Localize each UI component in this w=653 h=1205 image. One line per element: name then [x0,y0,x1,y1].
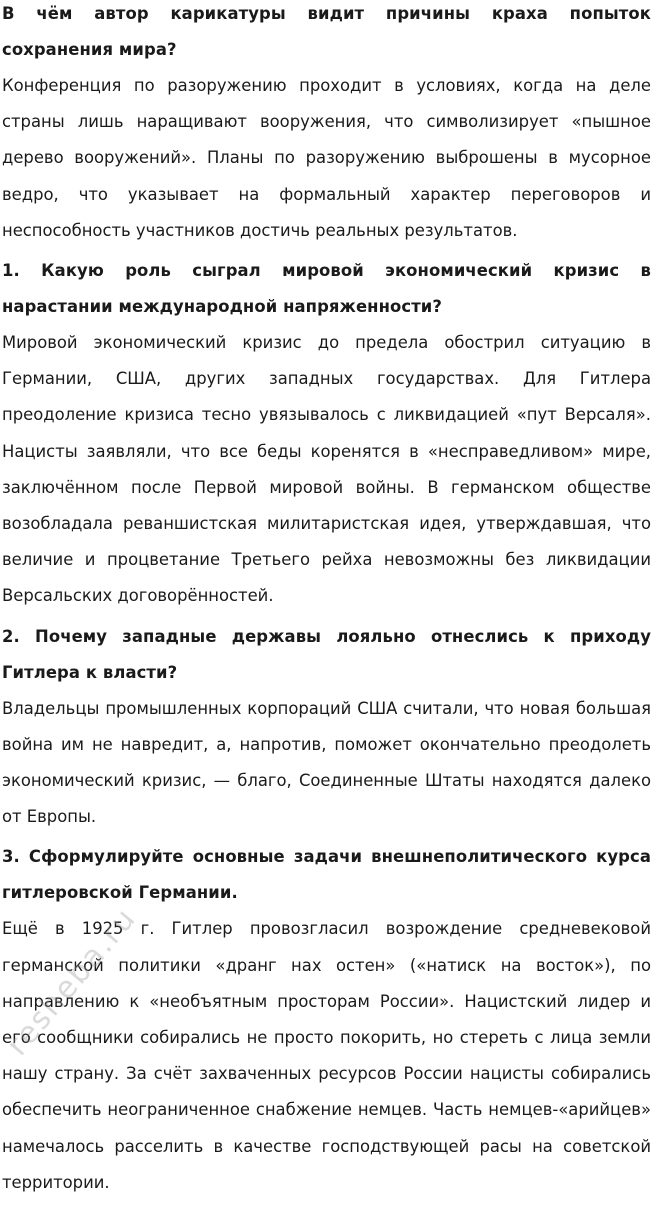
question-heading: 2. Почему западные державы лояльно отнеслись к приходу Гитлера к власти? [2,626,651,682]
answer-paragraph: Владельцы промышленных корпораций США считали, что новая большая война им не навредит, а, напротив, поможет окончательно преодолеть экономический кризис, — благо, Соединенные Штаты находятся далеко от Европы. [2,698,651,827]
site-watermark: resheba.ru [0,900,144,1063]
answer-paragraph: Конференция по разоружению проходит в условиях, когда на деле страны лишь наращивают вооружения, что символизирует «пышное дерево вооружений». Планы по разоружению выброшены в мусорное ведро, что указывает на формальный характер переговоров и неспособность участников достичь реальных результатов. [2,76,651,240]
answer-paragraph: Мировой экономический кризис до предела обострил ситуацию в Германии, США, других западных государствах. Для Гитлера преодоление кризиса тесно увязывалось с ликвидацией «пут Версаля». Нацисты заявляли, что все беды коренятся в «несправедливом» мире, заключённом после Первой мировой войны. В германском обществе возобладала реваншистская милитаристская идея, утверждавшая, что величие и процветание Третьего рейха невозможны без ликвидации Версальских договорённостей. [2,333,651,606]
question-heading: 1. Какую роль сыграл мировой экономический кризис в нарастании международной напряженности? [2,261,651,317]
question-heading: 3. Сформулируйте основные задачи внешнеполитического курса гитлеровской Германии. [2,847,651,903]
question-heading: В чём автор карикатуры видит причины краха попыток сохранения мира? [2,4,651,59]
answer-paragraph: Ещё в 1925 г. Гитлер провозгласил возрождение средневековой германской политики «дранг нах остен» («натиск на восток»), по направлению к «необъятным просторам России». Нацистский лидер и его сообщники собирались не просто покорить, но стереть с лица земли нашу страну. За счёт захваченных ресурсов России нацисты собирались обеспечить неограниченное снабжение немцев. Часть немцев-«арийцев» намечалось расселить в качестве господствующей расы на советской территории. [2,919,651,1192]
